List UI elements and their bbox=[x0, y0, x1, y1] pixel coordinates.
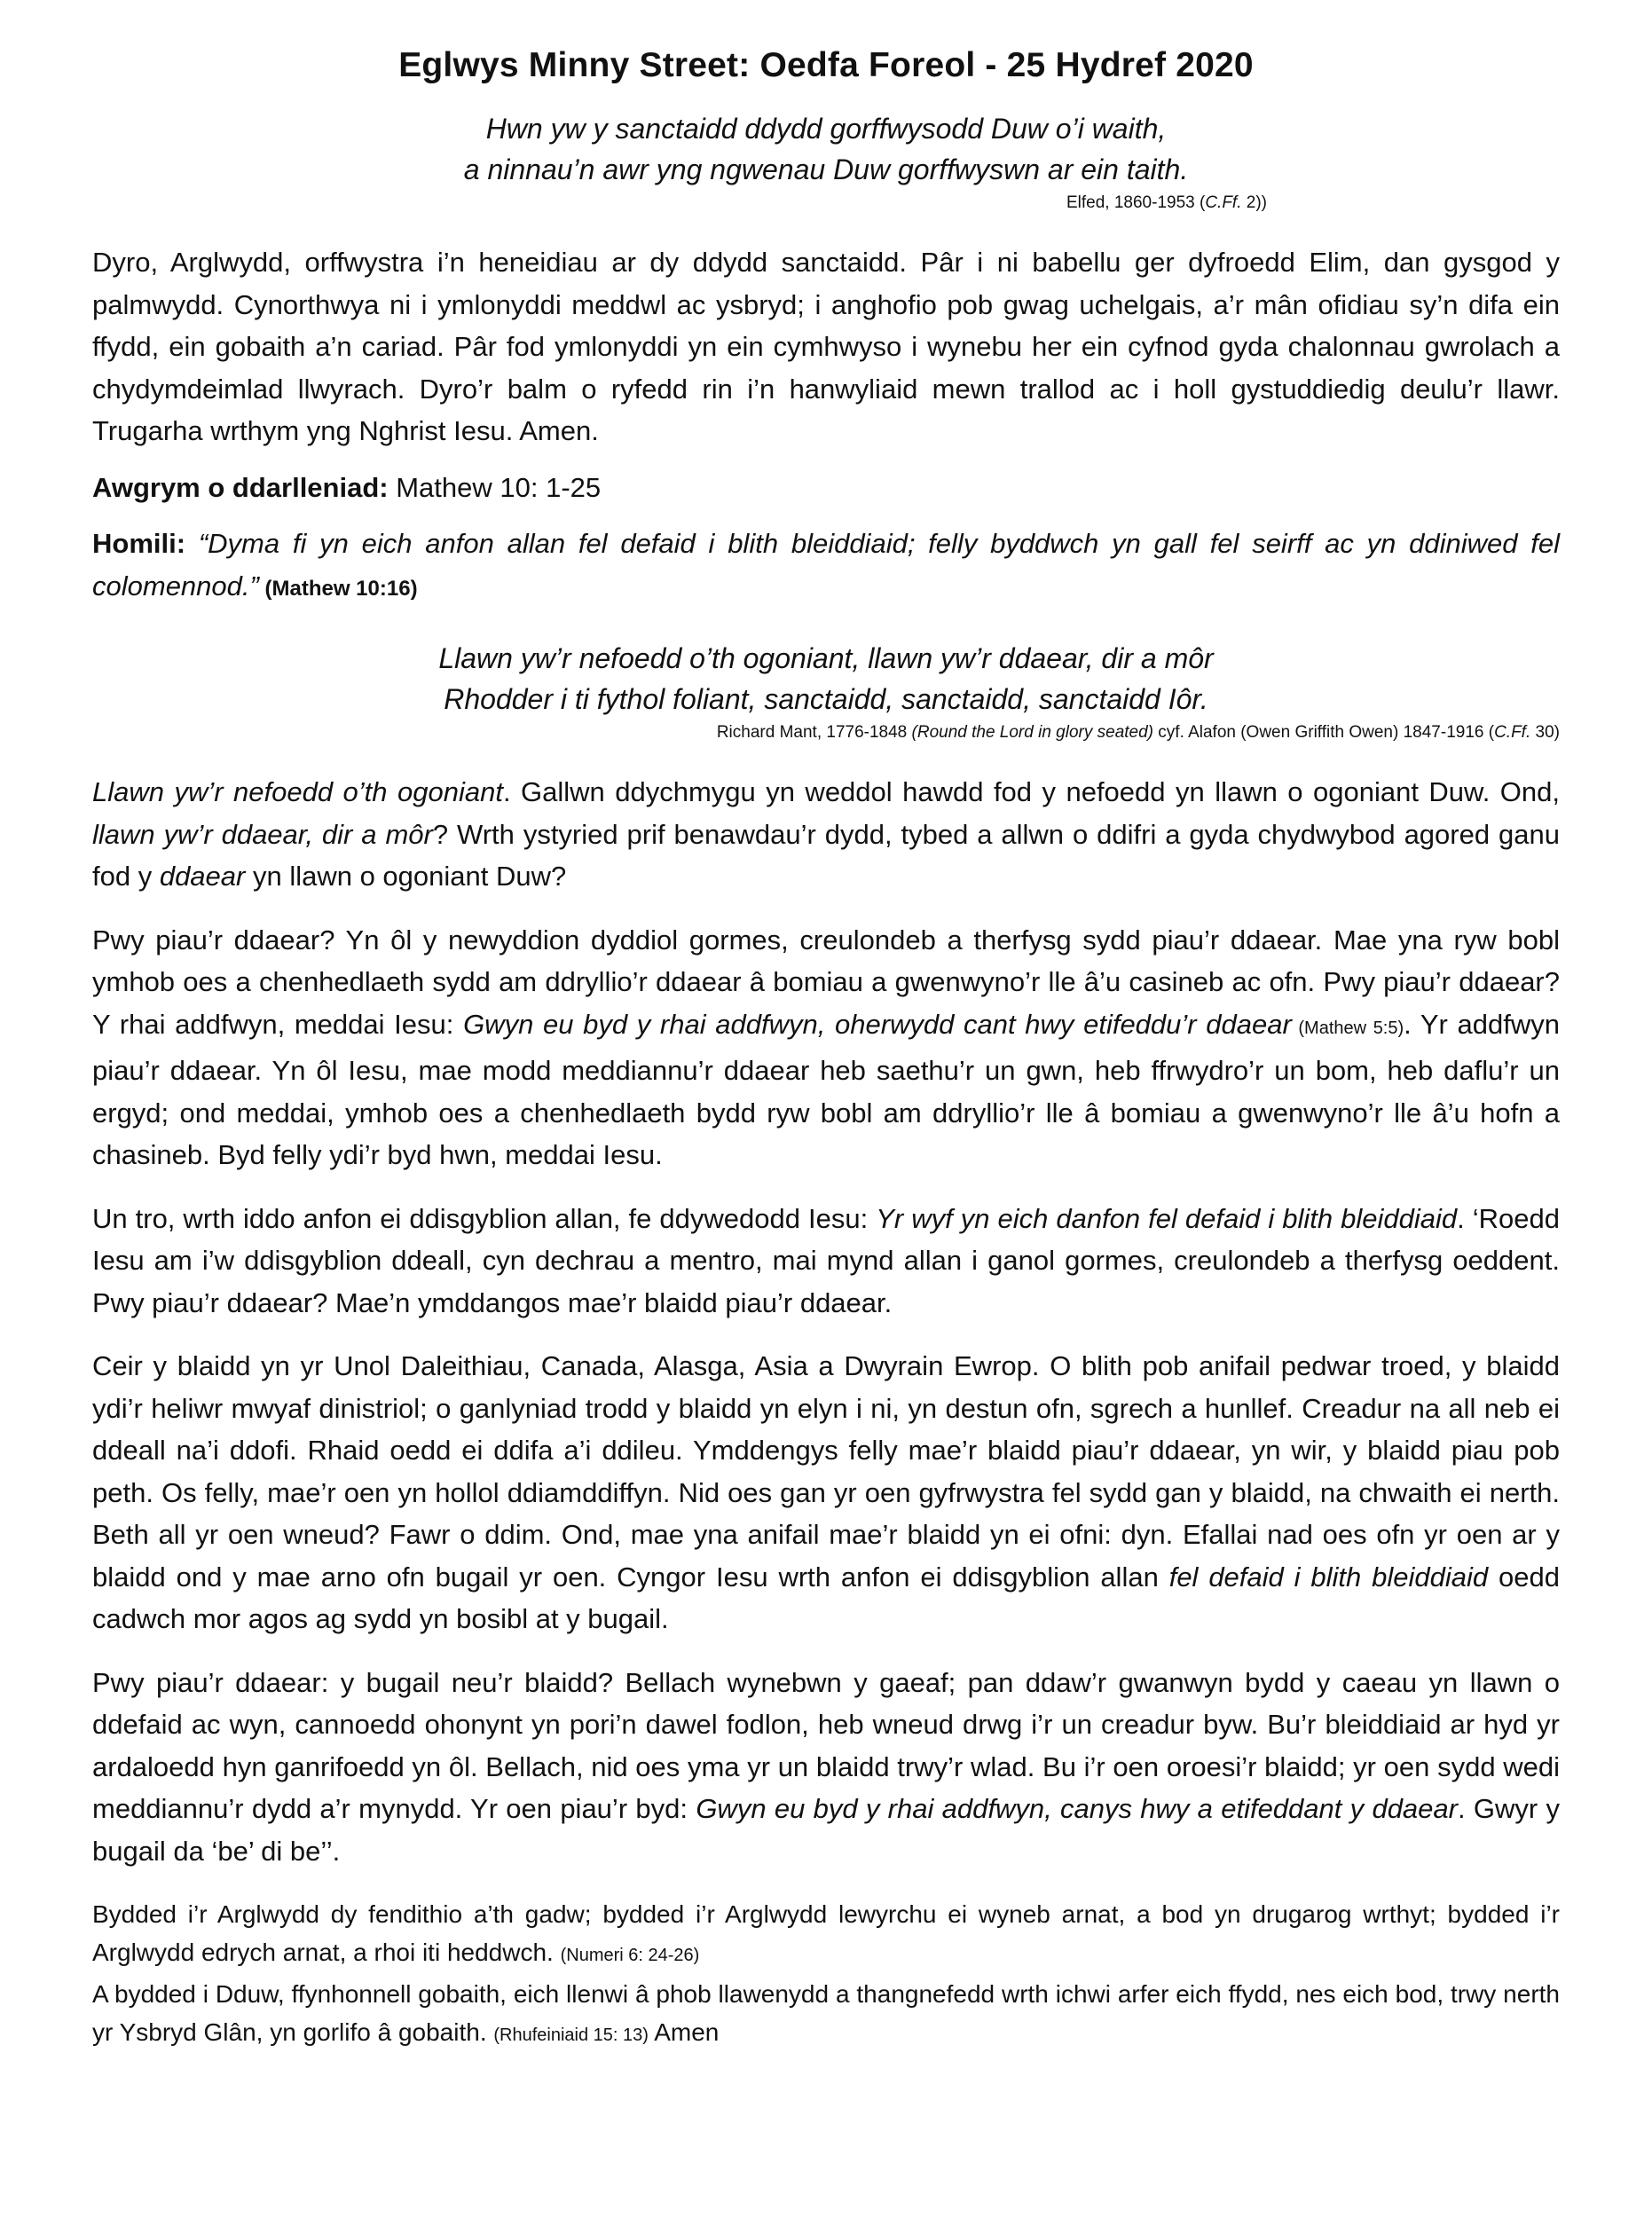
blessing-text: Bydded i’r Arglwydd dy fendithio a’th gadw; bydded i’r Arglwydd lewyrchu ei wyneb arnat, a bod yn drugarog wrthyt; bydded i’r Arglwydd edrych arnat, a rhoi iti heddwch. bbox=[92, 1900, 1560, 1966]
homily-label: Homili: bbox=[92, 528, 186, 559]
attribution-text: C.Ff. bbox=[1494, 723, 1531, 742]
hymn-verse bbox=[92, 638, 1560, 744]
reading-ref: Mathew 10: 1-25 bbox=[388, 471, 602, 503]
paragraph-span: fel defaid i blith bleiddiaid bbox=[1168, 1561, 1489, 1593]
suggested-reading bbox=[92, 467, 1560, 509]
closing-blessing bbox=[92, 1975, 1560, 2055]
reading-label: Awgrym o ddarlleniad: bbox=[92, 471, 389, 503]
scripture-ref: (Numeri 6: 24-26) bbox=[560, 1946, 700, 1965]
paragraph-span: llawn yw’r ddaear, dir a môr bbox=[92, 818, 433, 850]
attribution-text: Elfed, 1860-1953 ( bbox=[1066, 193, 1206, 212]
verse-attribution bbox=[92, 721, 1560, 744]
body-paragraph bbox=[92, 1662, 1560, 1873]
paragraph-span: . ‘Roedd Iesu am i’w ddisgyblion ddeall, cyn dechrau a mentro, mai mynd allan i ganol gormes, creulondeb a therfysg oeddent. Pwy piau’r ddaear? Mae’n ymddangos mae’r blaidd piau’r ddaear. bbox=[92, 1202, 1560, 1318]
body-paragraph bbox=[92, 1198, 1560, 1325]
blessing-text: A bydded i Dduw, ffynhonnell gobaith, eich llenwi â phob llawenydd a thangnefedd wrth ichwi arfer eich ffydd, nes eich bod, trwy nerth yr Ysbryd Glân, yn gorlifo â gobaith. bbox=[92, 1980, 1560, 2046]
attribution-text: Richard Mant, 1776-1848 bbox=[716, 723, 912, 742]
body-paragraph bbox=[92, 919, 1560, 1176]
paragraph-span: . Gallwn ddychmygu yn weddol hawdd fod y nefoedd yn llawn o ogoniant Duw. Ond, bbox=[502, 776, 1560, 807]
attribution-text: C.Ff. bbox=[1205, 193, 1242, 212]
closing-blessing bbox=[92, 1895, 1560, 1975]
paragraph-span: ddaear bbox=[159, 861, 246, 892]
body-paragraph bbox=[92, 1345, 1560, 1640]
paragraph-span: Un tro, wrth iddo anfon ei ddisgyblion allan, fe ddywedodd Iesu: bbox=[92, 1202, 877, 1234]
paragraph-span: Pwy piau’r ddaear? Yn ôl y newyddion dyddiol gormes, creulondeb a therfysg sydd piau’r ddaear. Mae yna ryw bobl ymhob oes a chenhedlaeth sydd am ddryllio’r ddaear â bomiau a gwenwyno’r lle â’u casineb ac ofn. Pwy piau’r ddaear? Y rhai addfwyn, meddai Iesu: bbox=[92, 924, 1560, 1040]
verse-line: Llawn yw’r nefoedd o’th ogoniant, llawn yw’r ddaear, dir a môr bbox=[438, 642, 1214, 674]
paragraph-span: . Gwyr y bugail da ‘be’ di be’’. bbox=[92, 1793, 1560, 1867]
homily-quote: “Dyma fi yn eich anfon allan fel defaid i blith bleiddiaid; felly byddwch yn gall fel seirff ac yn ddiniwed fel colomennod.” bbox=[92, 528, 1560, 602]
attribution-text: 2)) bbox=[1241, 193, 1267, 212]
paragraph-span: Gwyn eu byd y rhai addfwyn, oherwydd cant hwy etifeddu’r ddaear bbox=[463, 1008, 1292, 1040]
opening-prayer: Dyro, Arglwydd, orffwystra i’n heneidiau ar dy ddydd sanctaidd. Pâr i ni babellu ger dyfroedd Elim, dan gysgod y palmwydd. Cynorthwya ni i ymlonyddi meddwl ac ysbryd; i anghofio pob gwag uchelgais, a’r mân ofidiau sy’n difa ein ffydd, ein gobaith a’n cariad. Pâr fod ymlonyddi yn ein cymhwyso i wynebu her ein cyfnod gyda chalonnau gwrolach a chydymdeimlad llwyrach. Dyro’r balm o ryfedd rin i’n hanwyliaid mewn trallod ac i holl gystuddiedig deulu’r llawr. Trugarha wrthym yng Nghrist Iesu. Amen. bbox=[92, 247, 1560, 446]
homily-heading bbox=[92, 523, 1560, 610]
opening-verse bbox=[92, 108, 1560, 215]
paragraph-span: ? Wrth ystyried prif benawdau’r dydd, tybed a allwn o ddifri a gyda chydwybod agored ganu fod y bbox=[92, 818, 1560, 892]
page-title: Eglwys Minny Street: Oedfa Foreol - 25 Hydref 2020 bbox=[398, 46, 1254, 84]
paragraph-span: Yr wyf yn eich danfon fel defaid i blith bleiddiaid bbox=[876, 1202, 1458, 1234]
blessing-text: Amen bbox=[648, 2018, 720, 2046]
scripture-ref: (Rhufeiniaid 15: 13) bbox=[493, 2025, 649, 2045]
verse-attribution bbox=[92, 192, 1267, 215]
paragraph-span: Pwy piau’r ddaear: y bugail neu’r blaidd? Bellach wynebwn y gaeaf; pan ddaw’r gwanwyn bydd y caeau yn llawn o ddefaid ac wyn, cannoedd ohonynt yn pori’n dawel fodlon, heb wneud drwg i’r un creadur byw. Bu’r bleiddiaid ar hyd yr ardaloedd hyn ganrifoedd yn ôl. Bellach, nid oes yma yr un blaidd trwy’r wlad. Bu i’r oen oroesi’r blaidd; yr oen sydd wedi meddiannu’r dydd a’r mynydd. Yr oen piau’r byd: bbox=[92, 1666, 1560, 1824]
paragraph-span: Gwyn eu byd y rhai addfwyn, canys hwy a etifeddant y ddaear bbox=[696, 1793, 1458, 1824]
paragraph-span: oedd cadwch mor agos ag sydd yn bosibl at y bugail. bbox=[92, 1561, 1560, 1634]
paragraph-span: Llawn yw’r nefoedd o’th ogoniant bbox=[92, 776, 503, 807]
attribution-text: (Round the Lord in glory seated) bbox=[911, 723, 1154, 742]
paragraph-span: yn llawn o ogoniant Duw? bbox=[245, 861, 567, 892]
attribution-text: cyf. Alafon (Owen Griffith Owen) 1847-1916 ( bbox=[1153, 723, 1495, 742]
paragraph-span: . Yr addfwyn piau’r ddaear. Yn ôl Iesu, mae modd meddiannu’r ddaear heb saethu’r un gwn, heb ffrwydro’r un bom, heb daflu’r un ergyd; ond meddai, ymhob oes a chenhedlaeth bydd ryw bobl am ddryllio’r lle â bomiau a gwenwyno’r lle â’u hofn a chasineb. Byd felly ydi’r byd hwn, meddai Iesu. bbox=[92, 1008, 1560, 1170]
attribution-text: 30) bbox=[1530, 723, 1560, 742]
verse-line: a ninnau’n awr yng ngwenau Duw gorffwyswn ar ein taith. bbox=[463, 153, 1189, 185]
verse-line: Rhodder i ti fythol foliant, sanctaidd, sanctaidd, sanctaidd Iôr. bbox=[444, 683, 1208, 715]
scripture-ref: (Mathew 5:5) bbox=[1291, 1018, 1404, 1038]
homily-ref: (Mathew 10:16) bbox=[258, 576, 418, 601]
body-paragraph bbox=[92, 771, 1560, 898]
verse-line: Hwn yw y sanctaidd ddydd gorffwysodd Duw o’i waith, bbox=[485, 113, 1167, 145]
paragraph-span: Ceir y blaidd yn yr Unol Daleithiau, Canada, Alasga, Asia a Dwyrain Ewrop. O blith pob anifail pedwar troed, y blaidd ydi’r heliwr mwyaf dinistriol; o ganlyniad trodd y blaidd yn elyn i ni, yn destun ofn, sgrech a hunllef. Creadur na all neb ei ddeall na’i ddofi. Rhaid oedd ei ddifa a’i ddileu. Ymddengys felly mae’r blaidd piau’r ddaear, yn wir, y blaidd piau pob peth. Os felly, mae’r oen yn hollol ddiamddiffyn. Nid oes gan yr oen gyfrwystra fel sydd gan y blaidd, na chwaith ei nerth. Beth all yr oen wneud? Fawr o ddim. Ond, mae yna anifail mae’r blaidd yn ei ofni: dyn. Efallai nad oes ofn yr oen ar y blaidd ond y mae arno ofn bugail yr oen. Cyngor Iesu wrth anfon ei ddisgyblion allan bbox=[92, 1350, 1560, 1593]
